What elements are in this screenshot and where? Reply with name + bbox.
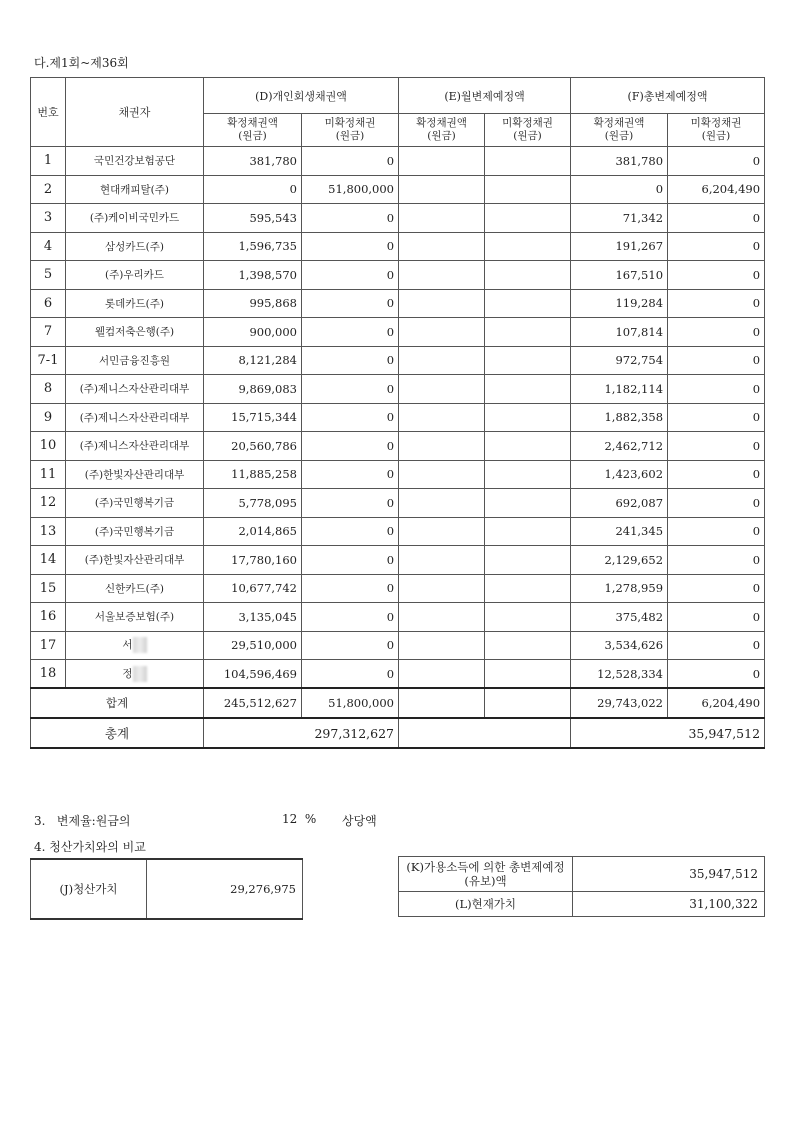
creditor-name [66,631,204,660]
present-value-value: 31,100,322 [573,892,765,917]
f-confirmed-amount: 2,129,652 [571,546,668,575]
e-unconfirmed-amount [485,546,571,575]
creditor-name-text: (주)케이비국민카드 [89,212,180,225]
creditor-name [66,546,204,575]
e-unconfirmed-amount [485,489,571,518]
liquidation-label: (J)청산가치 [31,859,147,919]
creditor-name-text: 서 [122,639,133,652]
f-confirmed-amount: 375,482 [571,603,668,632]
f-confirmed-amount: 71,342 [571,204,668,233]
row-number: 4 [31,232,66,261]
d-confirmed-amount: 1,596,735 [204,232,302,261]
row-number: 13 [31,517,66,546]
creditor-name [66,660,204,689]
creditor-name-text: (주)제니스자산관리대부 [79,411,190,424]
e-unconfirmed-amount [485,603,571,632]
f-unconfirmed-amount: 0 [668,660,765,689]
creditor-name [66,318,204,347]
d-confirmed-amount: 104,596,469 [204,660,302,689]
e-unconfirmed-amount [485,631,571,660]
table-row [31,460,765,489]
d-confirmed-amount: 20,560,786 [204,432,302,461]
creditor-name-text: 웰컴저축은행(주) [94,326,175,339]
sum-e-confirmed [399,688,485,718]
d-confirmed-amount: 3,135,045 [204,603,302,632]
f-unconfirmed-amount: 0 [668,489,765,518]
f-unconfirmed-amount: 0 [668,289,765,318]
e-unconfirmed-amount [485,660,571,689]
creditor-name-text: (주)제니스자산관리대부 [79,440,190,453]
f-unconfirmed-amount: 0 [668,603,765,632]
e-confirmed-amount [399,489,485,518]
d-unconfirmed-amount: 0 [302,432,399,461]
f-confirmed-amount: 241,345 [571,517,668,546]
e-confirmed-amount [399,574,485,603]
e-unconfirmed-amount [485,147,571,176]
f-confirmed-amount: 972,754 [571,346,668,375]
creditor-name-text: 국민건강보험공단 [93,155,176,168]
repayment-rate-value: 12 % [282,812,317,826]
comparison-title: 4. 청산가치와의 비교 [34,840,146,854]
d-unconfirmed-amount: 0 [302,289,399,318]
available-income-label: (K)가용소득에 의한 총변제예정 (유보)액 [399,857,573,892]
creditor-name [66,204,204,233]
creditor-name [66,147,204,176]
header-d-confirmed: 확정채권액 (원금) [204,114,302,147]
e-unconfirmed-amount [485,289,571,318]
f-unconfirmed-amount: 0 [668,631,765,660]
d-unconfirmed-amount: 0 [302,631,399,660]
d-unconfirmed-amount: 0 [302,546,399,575]
header-group-f: (F)총변제예정액 [571,78,765,114]
row-number: 10 [31,432,66,461]
d-confirmed-amount: 900,000 [204,318,302,347]
f-confirmed-amount: 1,882,358 [571,403,668,432]
creditor-name [66,261,204,290]
creditor-name-text: (주)한빛자산관리대부 [84,468,185,481]
section-title: 다.제1회~제36회 [34,56,129,70]
e-unconfirmed-amount [485,346,571,375]
d-confirmed-amount: 10,677,742 [204,574,302,603]
e-unconfirmed-amount [485,175,571,204]
row-number: 7-1 [31,346,66,375]
e-confirmed-amount [399,660,485,689]
row-number: 2 [31,175,66,204]
creditor-name-text: (주)국민행복기금 [94,497,175,510]
d-unconfirmed-amount: 0 [302,147,399,176]
table-row [31,232,765,261]
available-income-value: 35,947,512 [573,857,765,892]
d-confirmed-amount: 1,398,570 [204,261,302,290]
e-confirmed-amount [399,346,485,375]
table-row [31,318,765,347]
d-confirmed-amount: 2,014,865 [204,517,302,546]
d-confirmed-amount: 9,869,083 [204,375,302,404]
creditor-name [66,289,204,318]
creditor-name-text: 서울보증보험(주) [94,611,175,624]
sum-d-unconfirmed: 51,800,000 [302,688,399,718]
creditor-name [66,346,204,375]
d-confirmed-amount: 995,868 [204,289,302,318]
repayment-rate-suffix: 상당액 [342,814,377,828]
header-group-e: (E)월변제예정액 [399,78,571,114]
row-number: 18 [31,660,66,689]
e-unconfirmed-amount [485,460,571,489]
f-unconfirmed-amount: 0 [668,546,765,575]
table-row [31,489,765,518]
d-unconfirmed-amount: 0 [302,489,399,518]
creditor-name-text: 서민금융진흥원 [98,354,170,367]
f-confirmed-amount: 3,534,626 [571,631,668,660]
liquidation-table [30,858,303,920]
row-number: 3 [31,204,66,233]
row-number: 8 [31,375,66,404]
f-confirmed-amount: 119,284 [571,289,668,318]
repayment-table [30,77,765,749]
f-unconfirmed-amount: 0 [668,460,765,489]
d-unconfirmed-amount: 0 [302,261,399,290]
f-unconfirmed-amount: 6,204,490 [668,175,765,204]
d-unconfirmed-amount: 0 [302,574,399,603]
table-row [31,289,765,318]
d-unconfirmed-amount: 0 [302,318,399,347]
row-number: 5 [31,261,66,290]
e-unconfirmed-amount [485,232,571,261]
row-number: 11 [31,460,66,489]
creditor-name-text: 롯데카드(주) [105,297,164,310]
e-confirmed-amount [399,261,485,290]
table-row [31,574,765,603]
e-confirmed-amount [399,147,485,176]
e-unconfirmed-amount [485,517,571,546]
table-row [31,346,765,375]
creditor-name [66,489,204,518]
total-f-amount: 35,947,512 [571,718,765,748]
sum-label: 합계 [31,688,204,718]
d-unconfirmed-amount: 0 [302,232,399,261]
f-unconfirmed-amount: 0 [668,204,765,233]
e-confirmed-amount [399,432,485,461]
creditor-name [66,517,204,546]
e-confirmed-amount [399,289,485,318]
creditor-name [66,232,204,261]
d-confirmed-amount: 0 [204,175,302,204]
e-unconfirmed-amount [485,318,571,347]
header-e-confirmed: 확정채권액 (원금) [399,114,485,147]
d-confirmed-amount: 8,121,284 [204,346,302,375]
e-confirmed-amount [399,403,485,432]
creditor-name-text: 삼성카드(주) [105,240,164,253]
d-confirmed-amount: 15,715,344 [204,403,302,432]
row-number: 7 [31,318,66,347]
d-confirmed-amount: 11,885,258 [204,460,302,489]
f-unconfirmed-amount: 0 [668,517,765,546]
f-confirmed-amount: 381,780 [571,147,668,176]
e-confirmed-amount [399,318,485,347]
table-row [31,631,765,660]
total-row [31,718,765,748]
f-confirmed-amount: 12,528,334 [571,660,668,689]
d-unconfirmed-amount: 0 [302,204,399,233]
row-number: 17 [31,631,66,660]
e-unconfirmed-amount [485,261,571,290]
liquidation-value: 29,276,975 [147,859,303,919]
repayment-rate-label: 3. 변제율:원금의 [34,814,131,828]
creditor-name [66,403,204,432]
e-confirmed-amount [399,375,485,404]
creditor-name-text: (주)국민행복기금 [94,525,175,538]
header-creditor: 채권자 [66,78,204,147]
d-unconfirmed-amount: 0 [302,517,399,546]
e-confirmed-amount [399,517,485,546]
table-row [31,375,765,404]
table-row [31,261,765,290]
redaction-blur [133,637,147,653]
f-unconfirmed-amount: 0 [668,574,765,603]
creditor-name [66,175,204,204]
d-unconfirmed-amount: 0 [302,603,399,632]
e-confirmed-amount [399,232,485,261]
creditor-name-text: (주)제니스자산관리대부 [79,383,190,396]
e-unconfirmed-amount [485,432,571,461]
f-confirmed-amount: 692,087 [571,489,668,518]
creditor-name-text: 신한카드(주) [105,582,164,595]
f-confirmed-amount: 2,462,712 [571,432,668,461]
table-row [31,546,765,575]
d-confirmed-amount: 5,778,095 [204,489,302,518]
f-confirmed-amount: 0 [571,175,668,204]
d-confirmed-amount: 29,510,000 [204,631,302,660]
f-unconfirmed-amount: 0 [668,147,765,176]
header-f-confirmed: 확정채권액 (원금) [571,114,668,147]
e-unconfirmed-amount [485,204,571,233]
sum-e-unconfirmed [485,688,571,718]
e-confirmed-amount [399,460,485,489]
header-e-unconfirmed: 미확정채권 (원금) [485,114,571,147]
f-unconfirmed-amount: 0 [668,346,765,375]
creditor-name [66,574,204,603]
row-number: 15 [31,574,66,603]
d-confirmed-amount: 17,780,160 [204,546,302,575]
redaction-blur [133,666,147,682]
row-number: 16 [31,603,66,632]
e-unconfirmed-amount [485,375,571,404]
creditor-name [66,603,204,632]
present-value-label: (L)현재가치 [399,892,573,917]
sum-d-confirmed: 245,512,627 [204,688,302,718]
total-d-amount: 297,312,627 [204,718,399,748]
f-unconfirmed-amount: 0 [668,318,765,347]
e-confirmed-amount [399,546,485,575]
comparison-table [398,856,765,917]
table-row [31,147,765,176]
header-d-unconfirmed: 미확정채권 (원금) [302,114,399,147]
d-unconfirmed-amount: 0 [302,403,399,432]
d-unconfirmed-amount: 51,800,000 [302,175,399,204]
f-unconfirmed-amount: 0 [668,432,765,461]
e-confirmed-amount [399,204,485,233]
creditor-name-text: (주)우리카드 [105,269,164,282]
d-confirmed-amount: 381,780 [204,147,302,176]
row-number: 12 [31,489,66,518]
creditor-name-text: 정 [122,667,133,680]
table-row [31,517,765,546]
e-unconfirmed-amount [485,574,571,603]
table-row [31,432,765,461]
f-confirmed-amount: 1,278,959 [571,574,668,603]
e-confirmed-amount [399,603,485,632]
d-unconfirmed-amount: 0 [302,375,399,404]
e-unconfirmed-amount [485,403,571,432]
d-unconfirmed-amount: 0 [302,460,399,489]
header-group-d: (D)개인회생채권액 [204,78,399,114]
f-confirmed-amount: 1,423,602 [571,460,668,489]
e-confirmed-amount [399,631,485,660]
creditor-name [66,375,204,404]
creditor-name-text: (주)한빛자산관리대부 [84,554,185,567]
row-number: 6 [31,289,66,318]
creditor-name-text: 현대캐피탈(주) [99,183,170,196]
sum-f-confirmed: 29,743,022 [571,688,668,718]
table-row [31,175,765,204]
row-number: 1 [31,147,66,176]
row-number: 9 [31,403,66,432]
f-confirmed-amount: 1,182,114 [571,375,668,404]
f-confirmed-amount: 191,267 [571,232,668,261]
table-row [31,403,765,432]
sum-row [31,688,765,718]
f-confirmed-amount: 167,510 [571,261,668,290]
f-unconfirmed-amount: 0 [668,261,765,290]
f-unconfirmed-amount: 0 [668,403,765,432]
d-unconfirmed-amount: 0 [302,660,399,689]
creditor-name [66,460,204,489]
d-confirmed-amount: 595,543 [204,204,302,233]
total-e-amount [399,718,571,748]
creditor-name [66,432,204,461]
f-confirmed-amount: 107,814 [571,318,668,347]
total-label: 총계 [31,718,204,748]
row-number: 14 [31,546,66,575]
header-f-unconfirmed: 미확정채권 (원금) [668,114,765,147]
table-row [31,660,765,689]
f-unconfirmed-amount: 0 [668,232,765,261]
d-unconfirmed-amount: 0 [302,346,399,375]
f-unconfirmed-amount: 0 [668,375,765,404]
header-no: 번호 [31,78,66,147]
table-row [31,603,765,632]
sum-f-unconfirmed: 6,204,490 [668,688,765,718]
table-row [31,204,765,233]
e-confirmed-amount [399,175,485,204]
